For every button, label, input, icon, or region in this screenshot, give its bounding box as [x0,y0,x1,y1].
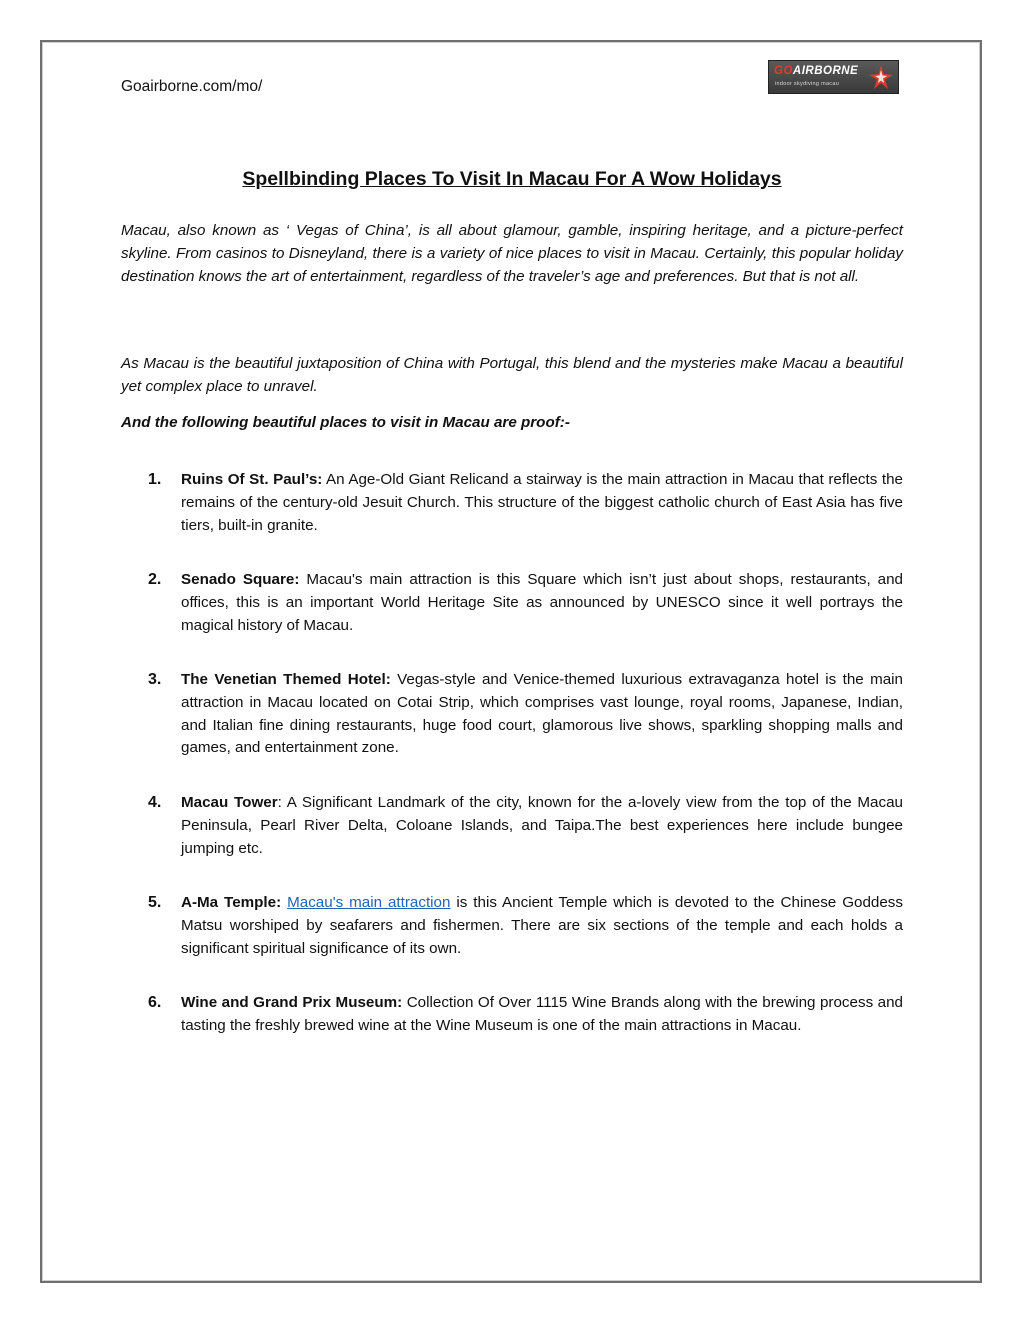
list-number: 5. [148,894,162,911]
list-item-body [181,569,903,637]
intro-paragraph-1: Macau, also known as ‘ Vegas of China’, is all about glamour, gamble, inspiring heritage, and a picture-perfect skyline. From casinos to Disneyland, there is a variety of nice places to visit in Macau. Certainly, this popular holiday destination knows the art of entertainment, regardless of the traveler’s age and preferences. But that is not all. [121,222,903,285]
list-item-heading: A-Ma Temple: [181,894,282,911]
list-item-text: is this Ancient Temple which is devoted to the Chinese Goddess Matsu worshiped by seafarers and fishermen. There are six sections of the temple and each holds a significant spiritual significance of its own. [181,894,903,957]
list-number: 2. [148,571,162,588]
list-item-text: : A Significant Landmark of the city, known for the a-lovely view from the top of the Macau Peninsula, Pearl River Delta, Coloane Islands, and Taipa.The best experiences here include bungee jumping etc. [181,794,903,857]
list-item-heading: The Venetian Themed Hotel: [181,671,391,688]
list-item-heading: Senado Square: [181,571,300,588]
list-number: 6. [148,994,162,1011]
lead-sentence: And the following beautiful places to visit in Macau are proof:- [121,414,570,431]
header-url: Goairborne.com/mo/ [121,78,263,95]
list-item-body [181,669,903,760]
intro-paragraph-2: As Macau is the beautiful juxtaposition of China with Portugal, this blend and the mysteries make Macau a beautiful yet complex place to unravel. [121,355,903,395]
list-item-heading: Ruins Of St. Paul’s: [181,471,323,488]
list-item-body [181,992,903,1038]
list-item-heading: Wine and Grand Prix Museum: [181,994,403,1011]
list-number: 1. [148,471,162,488]
list-item-text: An Age-Old Giant Relicand a stairway is the main attraction in Macau that reflects the remains of the century-old Jesuit Church. This structure of the biggest catholic church of East Asia has five tiers, built-in granite. [181,471,903,534]
logo-tagline: indoor skydiving macau [775,81,840,87]
list-number: 3. [148,671,162,688]
list-item-body [181,469,903,537]
goairborne-logo[interactable] [768,60,899,94]
intro-section-2 [121,353,903,399]
macau-main-attraction-link[interactable]: Macau's main attraction [287,894,451,911]
list-number: 4. [148,794,162,811]
list-item-text: Collection Of Over 1115 Wine Brands along with the brewing process and tasting the freshly brewed wine at the Wine Museum is one of the main attractions in Macau. [181,994,903,1034]
logo-airborne-text: AIRBORNE [792,65,859,77]
logo-go-text: GO [774,65,793,77]
list-item-body [181,792,903,860]
page-title: Spellbinding Places To Visit In Macau For A Wow Holidays [242,168,782,190]
list-item-body [181,892,903,960]
intro-section [121,220,903,288]
list-item-heading: Macau Tower [181,794,278,811]
list-item-text: Vegas-style and Venice-themed luxurious extravaganza hotel is the main attraction in Macau located on Cotai Strip, which comprises vast lounge, royal rooms, Japanese, Indian, and Italian fine dining restaurants, huge food court, glamorous live shows, sparkling shopping malls and games, and entertainment zone. [181,671,903,757]
list-item-text: Macau's main attraction is this Square which isn’t just about shops, restaurants, and offices, this is an important World Heritage Site as announced by UNESCO since it well portrays the magical history of Macau. [181,571,903,634]
logo-wordmark [774,65,858,77]
star-plane-icon [868,64,894,90]
